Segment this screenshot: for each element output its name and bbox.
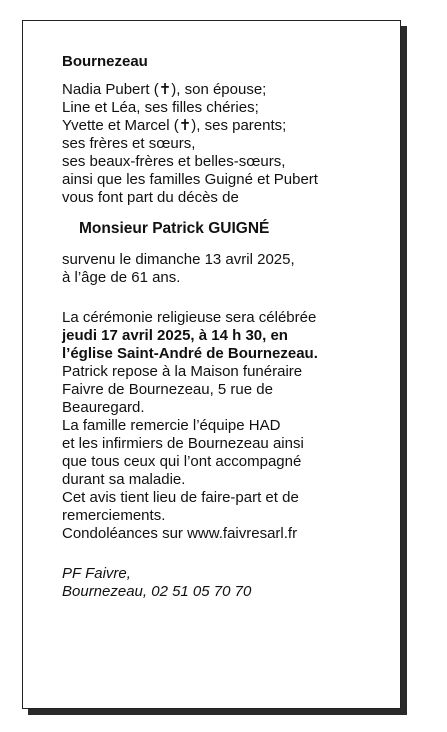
detail-line: Faivre de Bournezeau, 5 rue de [62,381,273,398]
family-line: ses beaux-frères et belles-sœurs, [62,153,286,170]
signature-block [62,565,386,601]
ceremony-date-line: jeudi 17 avril 2025, à 14 h 30, en [62,327,288,344]
death-line: à l’âge de 61 ans. [62,269,181,286]
town-heading: Bournezeau [62,53,148,70]
family-line: Nadia Pubert (✝), son épouse; [62,81,267,98]
ceremony-intro: La cérémonie religieuse sera célébrée [62,309,317,326]
death-line: survenu le dimanche 13 avril 2025, [62,251,295,268]
detail-line: Patrick repose à la Maison funéraire [62,363,303,380]
deceased-name: Monsieur Patrick GUIGNÉ [79,220,270,237]
detail-line: Beauregard. [62,399,145,416]
detail-line: que tous ceux qui l’ont accompagné [62,453,302,470]
funeral-home-contact: Bournezeau, 02 51 05 70 70 [62,583,252,600]
death-info [62,251,386,287]
detail-line: et les infirmiers de Bournezeau ainsi [62,435,304,452]
detail-line: Cet avis tient lieu de faire-part et de [62,489,299,506]
condolences-line: Condoléances sur www.faivresarl.fr [62,525,298,542]
ceremony-info [62,309,386,543]
obituary-notice [22,20,401,709]
detail-line: durant sa maladie. [62,471,186,488]
detail-line: remerciements. [62,507,166,524]
family-line: ainsi que les familles Guigné et Pubert [62,171,318,188]
family-list [62,81,386,207]
ceremony-place-line: l’église Saint-André de Bournezeau. [62,345,318,362]
family-line: vous font part du décès de [62,189,239,206]
detail-line: La famille remercie l’équipe HAD [62,417,281,434]
family-line: ses frères et sœurs, [62,135,196,152]
funeral-home-name: PF Faivre, [62,565,131,582]
family-line: Line et Léa, ses filles chéries; [62,99,259,116]
family-line: Yvette et Marcel (✝), ses parents; [62,117,287,134]
